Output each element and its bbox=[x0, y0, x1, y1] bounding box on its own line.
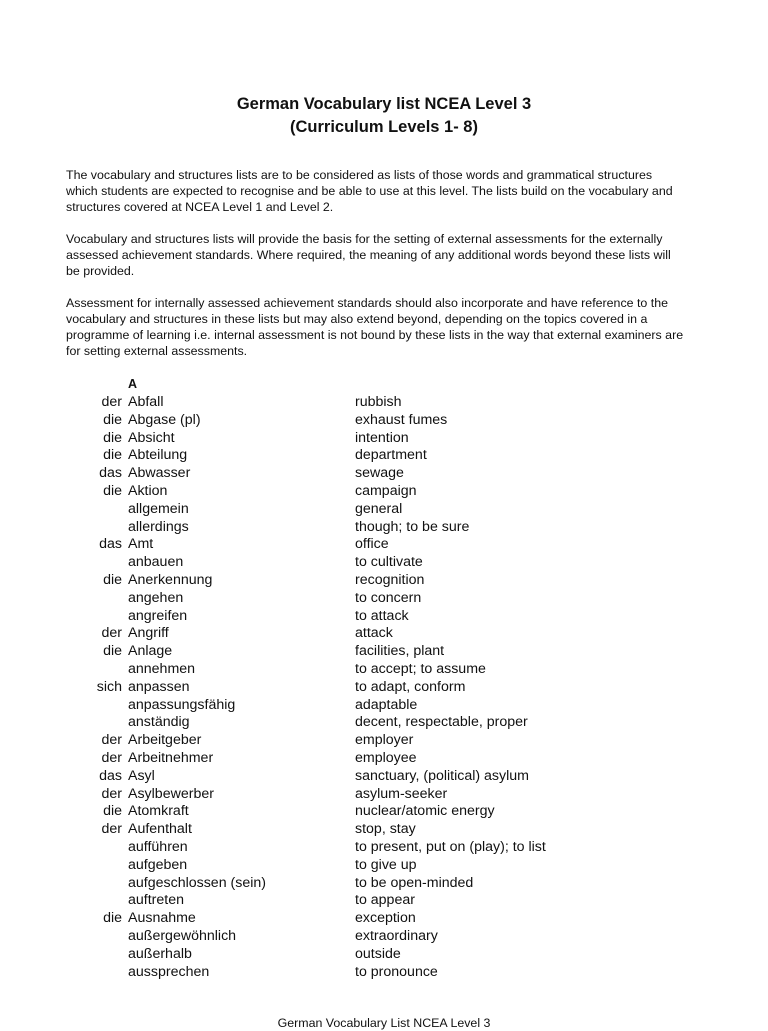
vocab-translation: asylum-seeker bbox=[355, 785, 448, 802]
vocab-translation: employer bbox=[355, 732, 414, 749]
vocab-article: die bbox=[103, 447, 122, 464]
vocab-translation: to give up bbox=[355, 856, 417, 873]
vocab-article: das bbox=[99, 767, 122, 784]
vocab-word: Anlage bbox=[128, 643, 173, 660]
vocab-word: Ausnahme bbox=[128, 910, 196, 927]
vocab-article: die bbox=[103, 910, 122, 927]
vocab-row bbox=[0, 572, 768, 590]
vocab-word: angehen bbox=[128, 589, 184, 606]
vocab-word: Abfall bbox=[128, 394, 164, 410]
vocab-translation: attack bbox=[355, 625, 393, 642]
vocab-translation: to attack bbox=[355, 607, 409, 624]
vocab-word: allerdings bbox=[128, 518, 189, 535]
vocab-row bbox=[0, 394, 768, 412]
vocab-row bbox=[0, 875, 768, 893]
vocabulary-list bbox=[0, 394, 768, 981]
vocab-article: der bbox=[101, 625, 122, 642]
vocab-row bbox=[0, 946, 768, 964]
vocab-word: annehmen bbox=[128, 660, 196, 677]
vocab-row bbox=[0, 536, 768, 554]
vocab-word: außerhalb bbox=[128, 945, 192, 962]
vocab-translation: exhaust fumes bbox=[355, 411, 448, 428]
vocab-article: der bbox=[101, 749, 122, 766]
vocab-translation: department bbox=[355, 447, 427, 464]
vocab-translation: exception bbox=[355, 910, 416, 927]
vocab-word: Asylbewerber bbox=[128, 785, 214, 802]
vocab-translation: nuclear/atomic energy bbox=[355, 803, 495, 820]
vocab-article: der bbox=[101, 821, 122, 838]
vocab-row bbox=[0, 608, 768, 626]
page-footer: German Vocabulary List NCEA Level 3 bbox=[277, 1016, 491, 1030]
vocab-article: die bbox=[103, 429, 122, 446]
vocab-row bbox=[0, 643, 768, 661]
vocab-word: angreifen bbox=[128, 607, 188, 624]
vocab-word: aufführen bbox=[128, 838, 188, 855]
vocab-word: Angriff bbox=[128, 625, 169, 642]
vocab-row bbox=[0, 732, 768, 750]
paragraph-line: assessed achievement standards. Where required, the meaning of any additional words beyond these lists will bbox=[66, 248, 671, 262]
vocab-word: Absicht bbox=[128, 429, 175, 446]
vocab-row bbox=[0, 430, 768, 448]
paragraph-line: Assessment for internally assessed achievement standards should also incorporate and have reference to the bbox=[66, 296, 668, 310]
vocab-translation: employee bbox=[355, 749, 417, 766]
paragraph-line: be provided. bbox=[66, 264, 135, 278]
vocab-row bbox=[0, 625, 768, 643]
vocab-word: aufgeschlossen (sein) bbox=[128, 874, 267, 891]
paragraph-line: vocabulary and structures in these lists but may also extend beyond, depending on the topics covered in a bbox=[66, 312, 648, 326]
vocab-row bbox=[0, 768, 768, 786]
vocab-article: die bbox=[103, 803, 122, 820]
vocab-translation: stop, stay bbox=[355, 821, 416, 838]
section-heading: A bbox=[128, 377, 138, 391]
vocab-row bbox=[0, 857, 768, 875]
vocab-translation: recognition bbox=[355, 571, 425, 588]
vocab-row bbox=[0, 447, 768, 465]
vocab-word: Abgase (pl) bbox=[128, 411, 201, 428]
vocab-translation: to cultivate bbox=[355, 554, 423, 571]
vocab-translation: to adapt, conform bbox=[355, 678, 466, 695]
paragraph-line: for setting external assessments. bbox=[66, 344, 248, 358]
paragraph-line: Vocabulary and structures lists will provide the basis for the setting of external assessments for the externally bbox=[66, 232, 663, 246]
vocab-translation: to appear bbox=[355, 892, 415, 909]
vocab-row bbox=[0, 697, 768, 715]
vocab-article: sich bbox=[96, 678, 122, 695]
vocab-translation: to be open-minded bbox=[355, 874, 474, 891]
vocab-row bbox=[0, 803, 768, 821]
vocab-word: anpassen bbox=[128, 678, 190, 695]
vocab-article: das bbox=[99, 536, 122, 553]
paragraph-line: structures covered at NCEA Level 1 and Level 2. bbox=[66, 200, 334, 214]
vocab-translation: rubbish bbox=[355, 394, 402, 410]
vocab-row bbox=[0, 519, 768, 537]
vocab-translation: extraordinary bbox=[355, 927, 438, 944]
vocab-translation: to pronounce bbox=[355, 963, 438, 980]
paragraph-line: The vocabulary and structures lists are to be considered as lists of those words and grammatical structures bbox=[66, 168, 653, 182]
vocab-row bbox=[0, 786, 768, 804]
vocab-row bbox=[0, 554, 768, 572]
vocab-row bbox=[0, 892, 768, 910]
vocab-word: anständig bbox=[128, 714, 190, 731]
vocab-row bbox=[0, 661, 768, 679]
vocab-translation: to accept; to assume bbox=[355, 660, 486, 677]
vocab-word: anpassungsfähig bbox=[128, 696, 236, 713]
vocab-row bbox=[0, 821, 768, 839]
vocab-translation: intention bbox=[355, 429, 409, 446]
vocab-article: die bbox=[103, 571, 122, 588]
vocab-translation: to present, put on (play); to list bbox=[355, 838, 546, 855]
vocab-translation: general bbox=[355, 500, 403, 517]
vocab-word: Asyl bbox=[128, 767, 155, 784]
vocab-translation: sanctuary, (political) asylum bbox=[355, 767, 529, 784]
vocab-row bbox=[0, 714, 768, 732]
vocab-word: Aufenthalt bbox=[128, 821, 192, 838]
vocab-article: die bbox=[103, 482, 122, 499]
vocab-translation: sewage bbox=[355, 465, 404, 482]
vocab-word: aussprechen bbox=[128, 963, 210, 980]
vocab-row bbox=[0, 679, 768, 697]
vocab-article: die bbox=[103, 643, 122, 660]
vocab-word: Abteilung bbox=[128, 447, 188, 464]
vocab-row bbox=[0, 750, 768, 768]
vocab-row bbox=[0, 964, 768, 982]
vocab-word: außergewöhnlich bbox=[128, 927, 237, 944]
vocab-row bbox=[0, 590, 768, 608]
vocab-word: Arbeitnehmer bbox=[128, 749, 214, 766]
vocab-word: Aktion bbox=[128, 482, 168, 499]
vocab-word: Anerkennung bbox=[128, 571, 213, 588]
vocab-word: Amt bbox=[128, 536, 154, 553]
paragraph-line: programme of learning i.e. internal assessment is not bound by these lists in the way that external examiners are bbox=[66, 328, 684, 342]
vocab-row bbox=[0, 501, 768, 519]
vocab-row bbox=[0, 928, 768, 946]
vocab-word: anbauen bbox=[128, 554, 184, 571]
vocab-article: der bbox=[101, 394, 122, 410]
vocab-translation: though; to be sure bbox=[355, 518, 470, 535]
document-subtitle: (Curriculum Levels 1- 8) bbox=[290, 118, 478, 136]
vocab-word: Abwasser bbox=[128, 465, 191, 482]
vocab-word: Arbeitgeber bbox=[128, 732, 202, 749]
vocab-article: der bbox=[101, 785, 122, 802]
vocab-row bbox=[0, 483, 768, 501]
vocab-article: die bbox=[103, 411, 122, 428]
vocab-translation: to concern bbox=[355, 589, 422, 606]
vocab-row bbox=[0, 465, 768, 483]
intro-paragraph-2 bbox=[66, 231, 726, 279]
intro-paragraph-1 bbox=[66, 167, 726, 215]
vocab-translation: office bbox=[355, 536, 389, 553]
paragraph-line: which students are expected to recognise and be able to use at this level. The lists build on the vocabulary and bbox=[66, 184, 673, 198]
vocab-word: aufgeben bbox=[128, 856, 188, 873]
vocab-translation: outside bbox=[355, 945, 401, 962]
vocab-row bbox=[0, 910, 768, 928]
vocab-row bbox=[0, 839, 768, 857]
vocab-article: der bbox=[101, 732, 122, 749]
vocab-article: das bbox=[99, 465, 122, 482]
document-title: German Vocabulary list NCEA Level 3 bbox=[236, 95, 532, 113]
vocab-translation: adaptable bbox=[355, 696, 418, 713]
vocab-word: Atomkraft bbox=[128, 803, 189, 820]
vocab-word: allgemein bbox=[128, 500, 189, 517]
vocab-row bbox=[0, 412, 768, 430]
vocab-translation: facilities, plant bbox=[355, 643, 445, 660]
vocab-translation: campaign bbox=[355, 482, 417, 499]
vocab-translation: decent, respectable, proper bbox=[355, 714, 528, 731]
vocab-word: auftreten bbox=[128, 892, 185, 909]
intro-paragraph-3 bbox=[66, 295, 726, 359]
